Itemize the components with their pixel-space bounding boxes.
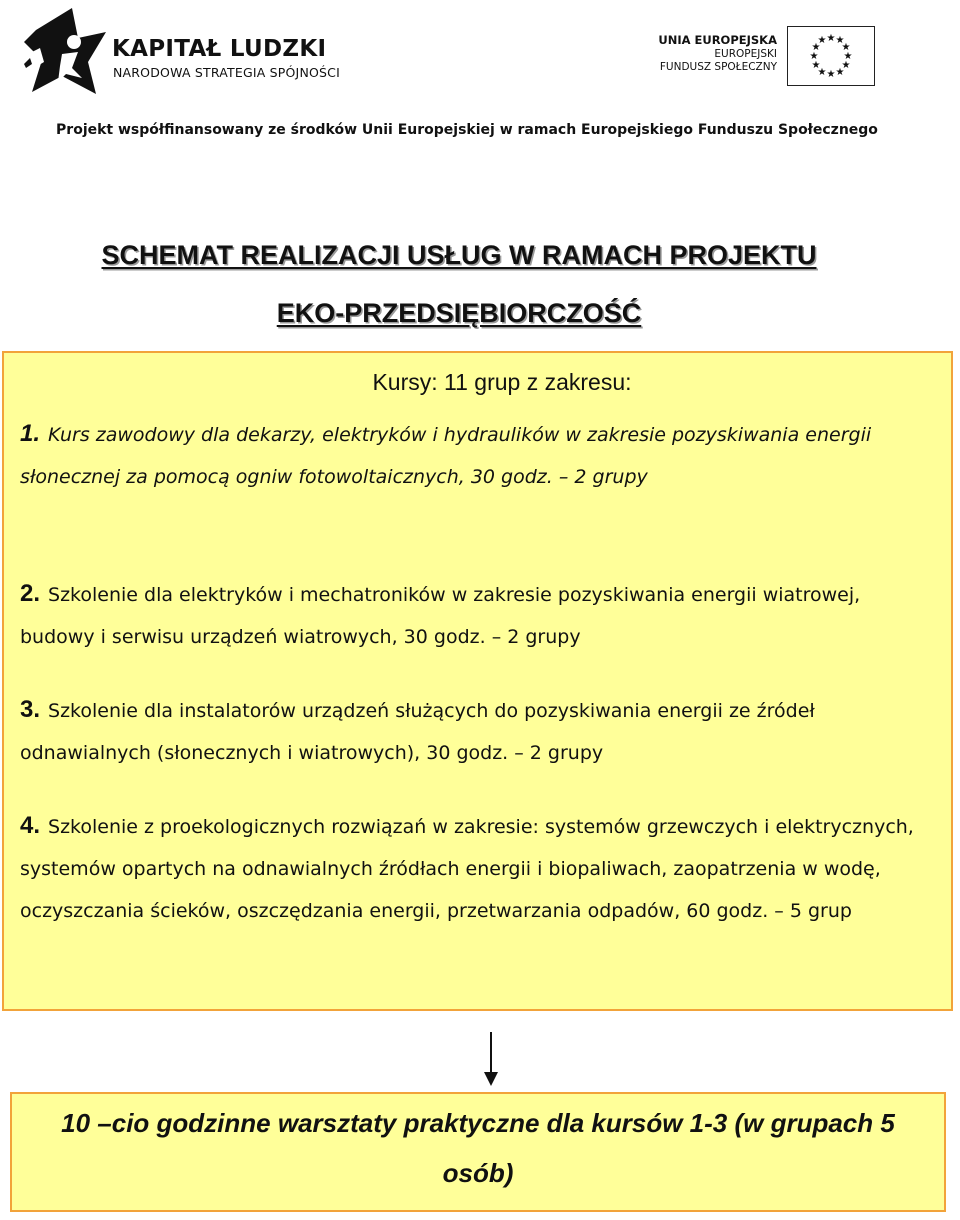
- courses-heading: Kursy: 11 grup z zakresu:: [372, 369, 632, 395]
- workshops-box: 10 –cio godzinne warsztaty praktyczne dla kursów 1-3 (w grupach 5 osób): [10, 1092, 946, 1212]
- eu-line-2: EUROPEJSKI: [714, 48, 777, 60]
- course-text: Szkolenie z proekologicznych rozwiązań w zakresie: systemów grzewczych i elektrycznych, systemów opartych na odnawialnych źródłach energii i biopaliwach, zaopatrzenia w wodę, oczyszczania ścieków, oszczędzania energii, przetwarzania odpadów, 60 godz. – 5 grup: [20, 816, 914, 922]
- course-text: Szkolenie dla elektryków i mechatroników w zakresie pozyskiwania energii wiatrowej, budowy i serwisu urządzeń wiatrowych, 30 godz. – 2 grupy: [20, 584, 861, 648]
- svg-text:★: ★: [841, 42, 851, 53]
- courses-box: [2, 351, 953, 1011]
- svg-text:★: ★: [817, 67, 827, 78]
- course-item: [20, 805, 940, 932]
- svg-text:★: ★: [811, 60, 821, 71]
- cofinancing-note: Projekt współfinansowany ze środków Unii Europejskiej w ramach Europejskiego Funduszu Społecznego: [56, 122, 878, 138]
- course-item: [20, 413, 940, 498]
- eu-logo: [650, 26, 875, 86]
- svg-text:★: ★: [826, 69, 836, 80]
- course-number: 1.: [20, 420, 41, 447]
- course-number: 2.: [20, 580, 41, 607]
- course-text: Kurs zawodowy dla dekarzy, elektryków i hydraulików w zakresie pozyskiwania energii słonecznej za pomocą ogniw fotowoltaicznych, 30 godz. – 2 grupy: [20, 424, 872, 488]
- svg-text:★: ★: [835, 67, 845, 78]
- kapital-ludzki-emblem-icon: [22, 2, 110, 98]
- svg-text:★: ★: [809, 51, 819, 62]
- course-number: 4.: [20, 812, 41, 839]
- kapital-ludzki-logo: [22, 2, 352, 98]
- course-item: [20, 689, 940, 774]
- svg-text:★: ★: [817, 35, 827, 46]
- svg-text:★: ★: [835, 35, 845, 46]
- project-name: EKO-PRZEDSIĘBIORCZOŚĆ: [276, 298, 642, 328]
- eu-flag-icon: [787, 26, 875, 86]
- logo-title: KAPITAŁ LUDZKI: [112, 36, 327, 62]
- svg-text:★: ★: [841, 60, 851, 71]
- page-title: SCHEMAT REALIZACJI USŁUG W RAMACH PROJEKTU: [101, 240, 817, 270]
- svg-text:★: ★: [811, 42, 821, 53]
- course-item: [20, 573, 940, 658]
- eu-line-1: UNIA EUROPEJSKA: [658, 33, 777, 47]
- arrow-down-icon: [484, 1032, 498, 1086]
- eu-line-3: FUNDUSZ SPOŁECZNY: [659, 61, 777, 73]
- course-text: Szkolenie dla instalatorów urządzeń służących do pozyskiwania energii ze źródeł odnawialnych (słonecznych i wiatrowych), 30 godz. – 2 grupy: [20, 700, 815, 764]
- svg-text:★: ★: [826, 33, 836, 44]
- svg-text:★: ★: [843, 51, 853, 62]
- logo-subtitle: NARODOWA STRATEGIA SPÓJNOŚCI: [113, 65, 340, 80]
- course-number: 3.: [20, 696, 41, 723]
